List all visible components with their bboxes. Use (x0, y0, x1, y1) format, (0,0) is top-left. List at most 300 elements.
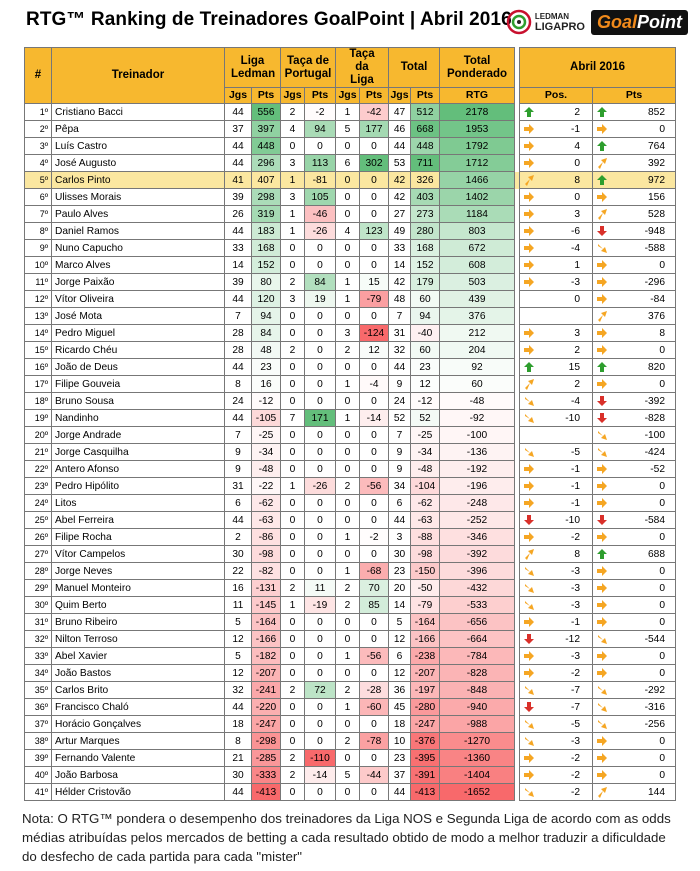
row-rtg: -828 (440, 665, 515, 682)
row-month-pts (593, 155, 676, 172)
arrow-right-icon (523, 275, 535, 290)
row-name: Francisco Chaló (52, 699, 225, 716)
row-tl-jgs: 0 (336, 189, 360, 206)
row-total-jgs: 36 (389, 682, 411, 699)
row-liga-pts: -62 (252, 495, 281, 512)
header (0, 0, 700, 44)
row-tl-pts: 0 (360, 750, 389, 767)
row-rank: 23º (25, 478, 52, 495)
row-tl-pts: -42 (360, 104, 389, 121)
row-rank: 17º (25, 376, 52, 393)
arrow-down-icon (596, 411, 608, 426)
row-total-jgs: 52 (389, 410, 411, 427)
row-total-pts: 94 (411, 308, 440, 325)
row-pos-value: -1 (570, 480, 580, 492)
row-rtg: -784 (440, 648, 515, 665)
table-row (25, 546, 676, 563)
arrow-up-icon (596, 547, 608, 562)
row-liga-jgs: 7 (225, 308, 252, 325)
row-pos-value: 0 (574, 293, 580, 305)
row-tl-pts: 0 (360, 716, 389, 733)
row-month-pts (593, 444, 676, 461)
row-tp-pts: 0 (305, 495, 336, 512)
table-row (25, 104, 676, 121)
row-tp-pts: 0 (305, 665, 336, 682)
table-row (25, 189, 676, 206)
arrow-up-icon (523, 105, 535, 120)
row-pos (520, 597, 593, 614)
row-month-pts (593, 597, 676, 614)
row-tp-pts: -110 (305, 750, 336, 767)
row-tl-jgs: 0 (336, 240, 360, 257)
row-rtg: -1404 (440, 767, 515, 784)
row-month-pts-value: 0 (659, 582, 666, 594)
row-month-pts (593, 767, 676, 784)
row-liga-pts: -63 (252, 512, 281, 529)
row-rtg: -252 (440, 512, 515, 529)
row-rank: 5º (25, 172, 52, 189)
table-row (25, 427, 676, 444)
arrow-right-icon (596, 649, 608, 664)
row-rtg: -664 (440, 631, 515, 648)
row-liga-pts: -298 (252, 733, 281, 750)
row-liga-pts: 48 (252, 342, 281, 359)
row-total-pts: 668 (411, 121, 440, 138)
row-tp-pts: 0 (305, 376, 336, 393)
row-pos (520, 427, 593, 444)
arrow-up-icon (523, 360, 535, 375)
row-rtg: -432 (440, 580, 515, 597)
arrow-right-icon (596, 479, 608, 494)
row-tl-pts: -78 (360, 733, 389, 750)
row-total-pts: 512 (411, 104, 440, 121)
row-month-pts (593, 393, 676, 410)
row-pos (520, 308, 593, 325)
row-total-jgs: 32 (389, 342, 411, 359)
row-tl-pts: 0 (360, 206, 389, 223)
row-rank: 34º (25, 665, 52, 682)
row-pos (520, 444, 593, 461)
row-tl-jgs: 2 (336, 342, 360, 359)
row-pos (520, 206, 593, 223)
row-name: Paulo Alves (52, 206, 225, 223)
row-tp-pts: 0 (305, 393, 336, 410)
row-tp-jgs: 0 (281, 614, 305, 631)
row-liga-pts: 319 (252, 206, 281, 223)
row-rtg: -656 (440, 614, 515, 631)
row-pos (520, 155, 593, 172)
row-tp-jgs: 0 (281, 138, 305, 155)
row-pos (520, 682, 593, 699)
row-tl-pts: 0 (360, 512, 389, 529)
arrow-down-right-icon (596, 445, 608, 460)
row-name: Daniel Ramos (52, 223, 225, 240)
row-total-jgs: 12 (389, 631, 411, 648)
row-total-pts: -197 (411, 682, 440, 699)
row-rtg: 1712 (440, 155, 515, 172)
row-name: Filipe Gouveia (52, 376, 225, 393)
row-pos (520, 189, 593, 206)
row-month-pts-value: 0 (659, 531, 666, 543)
row-rank: 37º (25, 716, 52, 733)
row-tl-jgs: 0 (336, 614, 360, 631)
row-rtg: 503 (440, 274, 515, 291)
row-pos (520, 291, 593, 308)
row-tl-pts: 0 (360, 427, 389, 444)
row-liga-pts: -22 (252, 478, 281, 495)
row-pos (520, 172, 593, 189)
sub-jgs: Jgs (225, 88, 252, 104)
row-pos-value: -10 (565, 514, 580, 526)
row-liga-jgs: 44 (225, 512, 252, 529)
row-tp-pts: 94 (305, 121, 336, 138)
row-liga-jgs: 6 (225, 495, 252, 512)
row-total-jgs: 37 (389, 767, 411, 784)
row-tl-jgs: 0 (336, 138, 360, 155)
row-tp-jgs: 0 (281, 665, 305, 682)
row-tl-pts: -56 (360, 648, 389, 665)
arrow-down-icon (596, 394, 608, 409)
row-tl-jgs: 0 (336, 444, 360, 461)
row-pos-value: 1 (574, 259, 580, 271)
table-row (25, 121, 676, 138)
row-rank: 41º (25, 784, 52, 801)
table-row (25, 512, 676, 529)
row-month-pts (593, 359, 676, 376)
row-pos-value: -4 (570, 242, 580, 254)
row-rank: 28º (25, 563, 52, 580)
row-rank: 38º (25, 733, 52, 750)
row-month-pts-value: 0 (659, 599, 666, 611)
row-tp-jgs: 2 (281, 750, 305, 767)
arrow-right-icon (596, 564, 608, 579)
arrow-right-icon (596, 258, 608, 273)
page-title: RTG™ Ranking de Treinadores GoalPoint | Abril 2016 (26, 9, 512, 30)
row-month-pts (593, 546, 676, 563)
row-month-pts (593, 478, 676, 495)
row-liga-jgs: 33 (225, 240, 252, 257)
row-total-jgs: 23 (389, 563, 411, 580)
row-liga-pts: -333 (252, 767, 281, 784)
table-row (25, 631, 676, 648)
row-month-pts-value: -584 (644, 514, 666, 526)
table-row (25, 138, 676, 155)
row-tp-jgs: 0 (281, 563, 305, 580)
row-month-pts-value: 764 (648, 140, 666, 152)
row-total-pts: -25 (411, 427, 440, 444)
row-rtg: -848 (440, 682, 515, 699)
goalpoint-logo-suffix: Point (637, 11, 682, 32)
row-total-pts: 179 (411, 274, 440, 291)
row-month-pts-value: 376 (648, 310, 666, 322)
row-rank: 39º (25, 750, 52, 767)
row-pos (520, 410, 593, 427)
row-liga-pts: -105 (252, 410, 281, 427)
row-liga-jgs: 28 (225, 342, 252, 359)
row-pos-value: -2 (570, 667, 580, 679)
row-total-pts: -238 (411, 648, 440, 665)
row-tl-pts: -79 (360, 291, 389, 308)
row-tl-pts: 12 (360, 342, 389, 359)
table-row (25, 665, 676, 682)
table-row (25, 291, 676, 308)
row-month-pts (593, 138, 676, 155)
arrow-right-icon (523, 241, 535, 256)
table-row (25, 699, 676, 716)
row-name: Vítor Campelos (52, 546, 225, 563)
row-rank: 12º (25, 291, 52, 308)
row-rtg: 2178 (440, 104, 515, 121)
arrow-up-right-icon (596, 156, 608, 171)
arrow-right-icon (523, 751, 535, 766)
arrow-down-right-icon (596, 700, 608, 715)
row-tl-pts: 0 (360, 359, 389, 376)
row-liga-pts: 84 (252, 325, 281, 342)
row-liga-jgs: 30 (225, 546, 252, 563)
row-liga-pts: -413 (252, 784, 281, 801)
row-liga-pts: -285 (252, 750, 281, 767)
row-liga-jgs: 28 (225, 325, 252, 342)
row-name: Pêpa (52, 121, 225, 138)
row-name: Bruno Sousa (52, 393, 225, 410)
row-tp-pts: 105 (305, 189, 336, 206)
row-name: Marco Alves (52, 257, 225, 274)
row-liga-pts: -182 (252, 648, 281, 665)
col-treinador: Treinador (52, 48, 225, 104)
arrow-right-icon (596, 734, 608, 749)
row-liga-pts: -86 (252, 529, 281, 546)
row-pos (520, 325, 593, 342)
row-tl-pts: 0 (360, 138, 389, 155)
row-pos (520, 274, 593, 291)
row-rtg: 439 (440, 291, 515, 308)
row-pos-value: -3 (570, 276, 580, 288)
row-name: Nandinho (52, 410, 225, 427)
row-liga-jgs: 39 (225, 189, 252, 206)
row-rank: 4º (25, 155, 52, 172)
row-rtg: 92 (440, 359, 515, 376)
row-total-pts: -34 (411, 444, 440, 461)
table-row (25, 257, 676, 274)
row-month-pts-value: 0 (659, 344, 666, 356)
sub-jgs: Jgs (281, 88, 305, 104)
row-rtg: 60 (440, 376, 515, 393)
row-name: Nuno Capucho (52, 240, 225, 257)
row-name: Jorge Casquilha (52, 444, 225, 461)
row-name: Luís Castro (52, 138, 225, 155)
row-rank: 21º (25, 444, 52, 461)
goalpoint-logo-prefix: Goal (596, 11, 637, 32)
row-liga-pts: 168 (252, 240, 281, 257)
row-tp-pts: 0 (305, 546, 336, 563)
table-row (25, 682, 676, 699)
row-total-pts: -164 (411, 614, 440, 631)
ligapro-logo (506, 9, 585, 35)
row-tp-pts: -19 (305, 597, 336, 614)
row-total-pts: -247 (411, 716, 440, 733)
row-tp-jgs: 0 (281, 699, 305, 716)
row-liga-pts: 407 (252, 172, 281, 189)
row-total-pts: -413 (411, 784, 440, 801)
row-month-pts (593, 529, 676, 546)
row-rtg: 672 (440, 240, 515, 257)
row-month-pts (593, 784, 676, 801)
row-rank: 9º (25, 240, 52, 257)
row-total-jgs: 9 (389, 444, 411, 461)
row-tl-jgs: 3 (336, 325, 360, 342)
row-month-pts-value: -544 (644, 633, 666, 645)
row-tl-pts: 0 (360, 393, 389, 410)
arrow-right-icon (596, 751, 608, 766)
row-total-pts: 52 (411, 410, 440, 427)
row-month-pts-value: 0 (659, 752, 666, 764)
row-rtg: -396 (440, 563, 515, 580)
row-pos (520, 138, 593, 155)
row-month-pts-value: 0 (659, 123, 666, 135)
row-liga-jgs: 30 (225, 767, 252, 784)
row-rtg: -533 (440, 597, 515, 614)
row-rtg: 803 (440, 223, 515, 240)
row-total-jgs: 48 (389, 291, 411, 308)
row-month-pts (593, 223, 676, 240)
table-row (25, 580, 676, 597)
row-rtg: -92 (440, 410, 515, 427)
row-tp-jgs: 0 (281, 512, 305, 529)
row-rtg: -940 (440, 699, 515, 716)
row-tp-pts: 0 (305, 308, 336, 325)
goalpoint-logo (591, 10, 688, 35)
row-tp-pts: 0 (305, 648, 336, 665)
row-pos-value: -6 (570, 225, 580, 237)
row-tl-pts: 0 (360, 308, 389, 325)
row-month-pts (593, 427, 676, 444)
table-row (25, 563, 676, 580)
row-tp-pts: -14 (305, 767, 336, 784)
table-row (25, 172, 676, 189)
row-month-pts (593, 104, 676, 121)
arrow-down-right-icon (523, 785, 535, 800)
row-tl-jgs: 1 (336, 410, 360, 427)
row-liga-pts: -164 (252, 614, 281, 631)
row-month-pts-value: 156 (648, 191, 666, 203)
row-rtg: 376 (440, 308, 515, 325)
row-pos (520, 716, 593, 733)
row-total-pts: 326 (411, 172, 440, 189)
row-name: Jorge Andrade (52, 427, 225, 444)
row-total-pts: 711 (411, 155, 440, 172)
row-month-pts-value: 528 (648, 208, 666, 220)
row-liga-pts: -25 (252, 427, 281, 444)
row-pos-value: 2 (574, 378, 580, 390)
arrow-right-icon (596, 615, 608, 630)
row-tl-pts: 0 (360, 172, 389, 189)
row-total-pts: -40 (411, 325, 440, 342)
row-tl-pts: -68 (360, 563, 389, 580)
row-name: Manuel Monteiro (52, 580, 225, 597)
row-name: Pedro Hipólito (52, 478, 225, 495)
row-tl-jgs: 0 (336, 665, 360, 682)
row-month-pts-value: -100 (644, 429, 666, 441)
row-tp-jgs: 1 (281, 172, 305, 189)
row-name: Quim Berto (52, 597, 225, 614)
row-total-jgs: 6 (389, 495, 411, 512)
arrow-right-icon (596, 122, 608, 137)
row-liga-pts: 556 (252, 104, 281, 121)
row-rtg: -1652 (440, 784, 515, 801)
row-total-jgs: 23 (389, 750, 411, 767)
row-name: João de Deus (52, 359, 225, 376)
arrow-right-icon (596, 343, 608, 358)
row-tl-pts: 0 (360, 240, 389, 257)
row-tl-jgs: 5 (336, 121, 360, 138)
row-tl-pts: -28 (360, 682, 389, 699)
row-tp-jgs: 2 (281, 342, 305, 359)
row-tl-jgs: 1 (336, 274, 360, 291)
row-rank: 36º (25, 699, 52, 716)
row-total-jgs: 42 (389, 274, 411, 291)
row-tp-pts: 171 (305, 410, 336, 427)
row-tp-jgs: 1 (281, 597, 305, 614)
row-name: Pedro Miguel (52, 325, 225, 342)
row-total-jgs: 34 (389, 478, 411, 495)
arrow-right-icon (523, 343, 535, 358)
row-rank: 15º (25, 342, 52, 359)
row-tp-pts: 0 (305, 138, 336, 155)
row-tl-pts: 15 (360, 274, 389, 291)
row-pos (520, 563, 593, 580)
ligapro-line1: LEDMAN (534, 12, 570, 21)
row-name: Carlos Brito (52, 682, 225, 699)
table-row (25, 529, 676, 546)
row-pos-value: -3 (570, 650, 580, 662)
arrow-right-icon (596, 326, 608, 341)
table-row (25, 614, 676, 631)
row-month-pts-value: -84 (650, 293, 666, 305)
row-tl-jgs: 6 (336, 155, 360, 172)
row-pos-value: 8 (574, 548, 580, 560)
row-rtg: -1360 (440, 750, 515, 767)
row-name: Ulisses Morais (52, 189, 225, 206)
row-rtg: -48 (440, 393, 515, 410)
row-tl-pts: -56 (360, 478, 389, 495)
row-name: Antero Afonso (52, 461, 225, 478)
row-month-pts (593, 512, 676, 529)
row-pos-value: 2 (574, 344, 580, 356)
row-liga-jgs: 22 (225, 563, 252, 580)
row-tl-pts: 302 (360, 155, 389, 172)
row-month-pts (593, 325, 676, 342)
sub-pts: Pts (305, 88, 336, 104)
row-name: Nilton Terroso (52, 631, 225, 648)
row-tp-pts: 0 (305, 784, 336, 801)
row-tl-jgs: 0 (336, 784, 360, 801)
row-rank: 2º (25, 121, 52, 138)
row-tp-pts: -81 (305, 172, 336, 189)
row-tp-pts: 0 (305, 563, 336, 580)
row-pos-value: 3 (574, 208, 580, 220)
arrow-down-right-icon (523, 394, 535, 409)
row-name: Cristiano Bacci (52, 104, 225, 121)
row-total-pts: -88 (411, 529, 440, 546)
row-month-pts-value: 0 (659, 565, 666, 577)
row-pos-value: -12 (565, 633, 580, 645)
table-row (25, 733, 676, 750)
arrow-up-right-icon (596, 207, 608, 222)
ligapro-emblem-icon (506, 9, 532, 35)
row-total-jgs: 14 (389, 257, 411, 274)
row-tl-pts: 0 (360, 189, 389, 206)
row-tp-pts: 0 (305, 461, 336, 478)
